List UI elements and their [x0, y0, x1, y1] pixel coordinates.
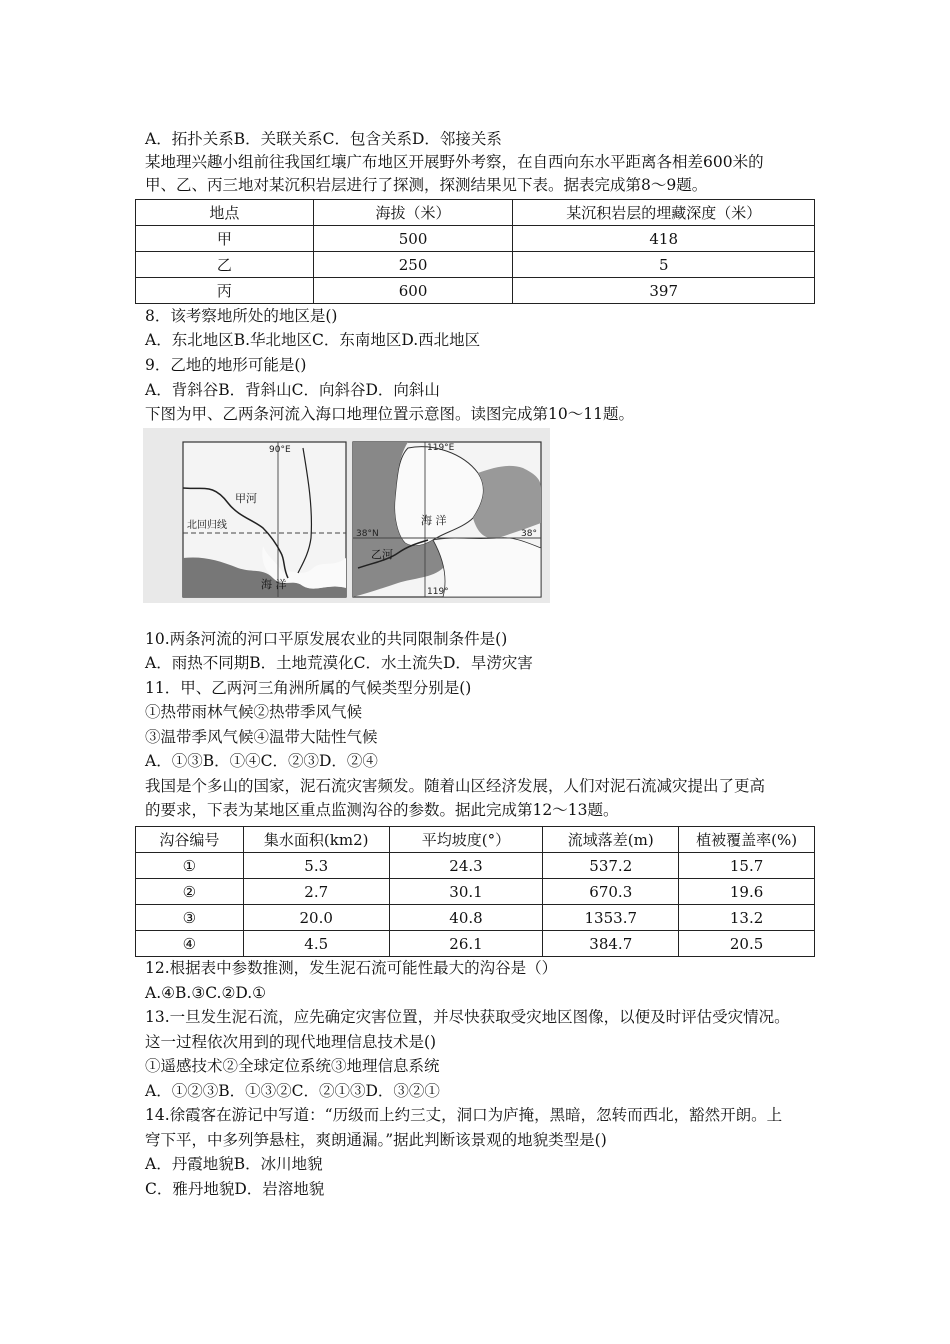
table-cell: 2.7	[243, 879, 389, 905]
table-row	[136, 853, 815, 879]
river-mouth-map-figure	[143, 428, 550, 603]
table-cell: ③	[136, 905, 244, 931]
table-cell: 甲	[136, 226, 314, 252]
q11-stem: 11．甲、乙两河三角洲所属的气候类型分别是()	[145, 679, 472, 697]
table-cell: 537.2	[543, 853, 679, 879]
right-parallel-label: 38°N	[356, 529, 379, 539]
table-cell: 5	[513, 252, 815, 278]
q10-options: A．雨热不同期B．土地荒漠化C．水土流失D．旱涝灾害	[145, 654, 533, 672]
q11-item-2: ③温带季风气候④温带大陆性气候	[145, 728, 378, 746]
table-cell: ①	[136, 853, 244, 879]
q13-stem-line1: 13.一旦发生泥石流，应先确定灾害位置，并尽快获取受灾地区图像，以便及时评估受灾情况。	[145, 1008, 790, 1026]
q14-options-line2: C．雅丹地貌D．岩溶地貌	[145, 1180, 325, 1198]
map-svg	[143, 428, 550, 603]
right-map-sea	[433, 538, 541, 597]
sediment-table	[135, 199, 815, 304]
q12-stem: 12.根据表中参数推测，发生泥石流可能性最大的沟谷是（）	[145, 959, 558, 977]
q14-stem-line2: 穹下平，中多列笋悬柱，爽朗通漏。”据此判断该景观的地貌类型是()	[145, 1131, 607, 1149]
table-row	[136, 879, 815, 905]
q14-stem-line1: 14.徐霞客在游记中写道：“历级而上约三丈，洞口为庐掩，黑暗，忽转而西北，豁然开朗。上	[145, 1106, 783, 1124]
table-cell: 397	[513, 278, 815, 304]
table-cell: 乙	[136, 252, 314, 278]
table-cell: 1353.7	[543, 905, 679, 931]
right-meridian-label: 119°E	[427, 443, 455, 453]
table-row	[136, 278, 815, 304]
table-header: 植被覆盖率(%)	[679, 827, 815, 853]
table-cell: 5.3	[243, 853, 389, 879]
river-jia-label: 甲河	[235, 492, 257, 505]
q13-options: A．①②③B．①③②C．②①③D．③②①	[145, 1082, 440, 1100]
table-header: 沟谷编号	[136, 827, 244, 853]
table-cell: ②	[136, 879, 244, 905]
q12-options: A.④B.③C.②D.①	[145, 984, 267, 1002]
table-cell: ④	[136, 931, 244, 957]
right-sea-label: 海 洋	[421, 514, 447, 527]
q14-options-line1: A．丹霞地貌B．冰川地貌	[145, 1155, 323, 1173]
left-meridian-label: 90°E	[269, 445, 291, 455]
table-header: 海拔（米）	[313, 200, 513, 226]
table-cell: 19.6	[679, 879, 815, 905]
table-header-row	[136, 200, 815, 226]
table-row	[136, 226, 815, 252]
table-row	[136, 252, 815, 278]
q9-stem: 9．乙地的地形可能是()	[145, 356, 307, 374]
table-cell: 500	[313, 226, 513, 252]
table-cell: 20.0	[243, 905, 389, 931]
table-cell: 384.7	[543, 931, 679, 957]
right-meridian-bottom-label: 119°	[427, 587, 449, 597]
table-cell: 13.2	[679, 905, 815, 931]
q8-stem: 8．该考察地所处的地区是()	[145, 307, 338, 325]
table-cell: 15.7	[679, 853, 815, 879]
figure-intro: 下图为甲、乙两条河流入海口地理位置示意图。读图完成第10～11题。	[145, 405, 634, 423]
table-header-row	[136, 827, 815, 853]
table-cell: 4.5	[243, 931, 389, 957]
table-row	[136, 905, 815, 931]
table-cell: 600	[313, 278, 513, 304]
table-row	[136, 931, 815, 957]
table-cell: 丙	[136, 278, 314, 304]
passage2-line2: 的要求，下表为某地区重点监测沟谷的参数。据此完成第12～13题。	[145, 801, 619, 819]
table-header: 地点	[136, 200, 314, 226]
table-cell: 30.1	[389, 879, 543, 905]
table-cell: 40.8	[389, 905, 543, 931]
table-cell: 24.3	[389, 853, 543, 879]
table-header: 集水面积(km2)	[243, 827, 389, 853]
table-cell: 250	[313, 252, 513, 278]
q7-options: A．拓扑关系B．关联关系C．包含关系D．邻接关系	[145, 130, 502, 148]
passage1-line1: 某地理兴趣小组前往我国红壤广布地区开展野外考察，在自西向东水平距离各相差600米的	[145, 153, 764, 171]
q11-item-1: ①热带雨林气候②热带季风气候	[145, 703, 363, 721]
river-yi-label: 乙河	[371, 548, 393, 561]
passage2-line1: 我国是个多山的国家，泥石流灾害频发。随着山区经济发展，人们对泥石流减灾提出了更高	[145, 777, 766, 795]
q13-items: ①遥感技术②全球定位系统③地理信息系统	[145, 1057, 440, 1075]
passage1-line2: 甲、乙、丙三地对某沉积岩层进行了探测，探测结果见下表。据表完成第8～9题。	[145, 176, 708, 194]
table-cell: 26.1	[389, 931, 543, 957]
q9-options: A．背斜谷B．背斜山C．向斜谷D．向斜山	[145, 381, 440, 399]
table-cell: 418	[513, 226, 815, 252]
table-cell: 670.3	[543, 879, 679, 905]
table-header: 平均坡度(°）	[389, 827, 543, 853]
q10-stem: 10.两条河流的河口平原发展农业的共同限制条件是()	[145, 630, 508, 648]
right-parallel-right-label: 38°	[521, 529, 537, 539]
q8-options: A．东北地区B.华北地区C．东南地区D.西北地区	[145, 331, 481, 349]
table-header: 流域落差(m)	[543, 827, 679, 853]
debris-flow-table	[135, 826, 815, 957]
table-header: 某沉积岩层的埋藏深度（米）	[513, 200, 815, 226]
left-sea-label: 海 洋	[261, 578, 287, 591]
tropic-label: 北回归线	[187, 520, 227, 531]
q11-options: A．①③B．①④C．②③D．②④	[145, 752, 378, 770]
table-cell: 20.5	[679, 931, 815, 957]
q13-stem-line2: 这一过程依次用到的现代地理信息技术是()	[145, 1033, 437, 1051]
